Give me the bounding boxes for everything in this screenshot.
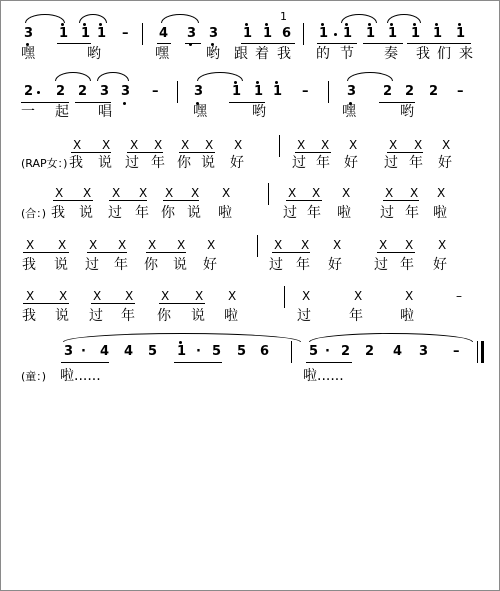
lyric: 年 [316, 155, 330, 171]
lyric: 哟 [87, 46, 101, 62]
grace-note: 1 [280, 10, 287, 23]
upper-octave-dot [368, 23, 371, 26]
rhythm-mark: X [26, 238, 35, 252]
dot-note: · [196, 344, 201, 359]
lyric: 一 [21, 104, 35, 120]
rhythm-mark: X [73, 138, 82, 152]
slur [25, 14, 65, 23]
rhythm-mark: X [118, 238, 127, 252]
rhythm-mark: X [165, 186, 174, 200]
lyric: 好 [230, 155, 244, 171]
note: 5 [212, 344, 222, 359]
rhythm-mark: X [342, 186, 351, 200]
part-label: (RAP女：) [21, 157, 68, 170]
upper-octave-dot [390, 23, 393, 26]
rhythm-mark: X [89, 238, 98, 252]
note: 1 [59, 26, 69, 41]
upper-octave-dot [321, 23, 324, 26]
upper-octave-dot [245, 23, 248, 26]
rhythm-mark: X [297, 138, 306, 152]
beam [159, 303, 205, 304]
lyric: 起 [55, 104, 69, 120]
note: 3 [194, 84, 204, 99]
lyric: 你 [161, 205, 175, 221]
note: 1 [243, 26, 253, 41]
lyric: 节 [340, 46, 354, 62]
slur [97, 72, 129, 81]
upper-octave-dot [265, 23, 268, 26]
beam [23, 303, 69, 304]
beam [75, 102, 111, 103]
note: 5 [148, 344, 158, 359]
rhythm-mark: X [83, 186, 92, 200]
upper-octave-dot [345, 23, 348, 26]
rhythm-mark: X [177, 238, 186, 252]
rhythm-mark: X [181, 138, 190, 152]
beam [71, 152, 111, 153]
lyric: 唱 [98, 104, 112, 120]
beam [272, 252, 310, 253]
rhythm-mark: X [405, 289, 414, 303]
beam [23, 252, 69, 253]
rhythm-mark: X [139, 186, 148, 200]
beam [163, 200, 199, 201]
note: 3 [100, 84, 110, 99]
beam [87, 252, 127, 253]
lyric: 过 [269, 257, 283, 273]
note: 3 [64, 344, 74, 359]
rhythm-mark: X [389, 138, 398, 152]
lyric: 我 [22, 257, 36, 273]
lyric: 年 [405, 205, 419, 221]
note: 1 [81, 26, 91, 41]
rhythm-mark: X [414, 138, 423, 152]
slur [309, 333, 473, 342]
note: 1 [433, 26, 443, 41]
rhythm-mark: X [301, 238, 310, 252]
upper-octave-dot [99, 23, 102, 26]
beam [174, 362, 222, 363]
note: 2 [383, 84, 393, 99]
beam [127, 152, 163, 153]
note: 3 [187, 26, 197, 41]
lyric: 的 [316, 46, 330, 62]
lyric: 我 [69, 155, 83, 171]
note: 3 [347, 84, 357, 99]
rhythm-mark: X [321, 138, 330, 152]
note: 1 [456, 26, 466, 41]
beam [91, 303, 135, 304]
rhythm-mark: X [59, 289, 68, 303]
lyric: 嘿 [193, 104, 207, 120]
lyric: 啦 [218, 205, 232, 221]
beam [229, 102, 265, 103]
lyric: 年 [121, 308, 135, 324]
slur [79, 14, 107, 23]
beam [61, 362, 109, 363]
lower-octave-dot [123, 102, 126, 105]
slur [63, 333, 301, 342]
beam [241, 43, 295, 44]
note: 2 [429, 84, 439, 99]
rhythm-mark: X [442, 138, 451, 152]
lyric: 过 [380, 205, 394, 221]
beam [179, 152, 215, 153]
lyric: 好 [438, 155, 452, 171]
rhythm-mark: X [55, 186, 64, 200]
note: 4 [393, 344, 403, 359]
beam [379, 102, 415, 103]
lyric: 啦...... [303, 368, 344, 384]
rhythm-mark: X [274, 238, 283, 252]
lyric: 说 [55, 308, 69, 324]
lyric: 说 [79, 205, 93, 221]
note: 3 [121, 84, 131, 99]
dot-note: · [81, 344, 86, 359]
rhythm-mark: X [333, 238, 342, 252]
lyric: 着 [255, 46, 269, 62]
rhythm-mark: X [130, 138, 139, 152]
final-bar-thick [481, 341, 484, 363]
upper-octave-dot [413, 23, 416, 26]
rhythm-mark: X [312, 186, 321, 200]
note: 6 [260, 344, 270, 359]
lyric: 啦 [224, 308, 238, 324]
rhythm-mark: X [438, 238, 447, 252]
beam [286, 200, 322, 201]
rhythm-mark: X [154, 138, 163, 152]
lyric: 嘿 [155, 46, 169, 62]
upper-octave-dot [256, 81, 259, 84]
dash: – [302, 84, 309, 99]
note: 2 [341, 344, 351, 359]
beam [317, 43, 357, 44]
beam [146, 252, 186, 253]
rhythm-mark: X [112, 186, 121, 200]
lyric: 跟 [234, 46, 248, 62]
lyric: 嘿 [342, 104, 356, 120]
lyric: 年 [400, 257, 414, 273]
beam [407, 43, 471, 44]
lyric: 来 [459, 46, 473, 62]
beam [21, 102, 69, 103]
rhythm-mark: X [410, 186, 419, 200]
final-bar-thin [477, 341, 478, 363]
note: 5 [237, 344, 247, 359]
dot [37, 91, 40, 94]
dash: – [453, 344, 460, 359]
bar-line [177, 81, 178, 103]
bar-line [303, 23, 304, 45]
dash: – [456, 289, 462, 303]
bar-line [279, 135, 280, 157]
lyric: 啦 [337, 205, 351, 221]
lyric: 说 [98, 155, 112, 171]
part-label: (合：) [21, 207, 47, 220]
note: 3 [419, 344, 429, 359]
upper-octave-dot [458, 23, 461, 26]
note: 1 [343, 26, 353, 41]
slur [347, 72, 393, 81]
rhythm-mark: X [26, 289, 35, 303]
dot [334, 33, 337, 36]
rhythm-mark: X [102, 138, 111, 152]
bar-line [328, 81, 329, 103]
beam [57, 43, 91, 44]
bar-line [284, 286, 285, 308]
note: 1 [97, 26, 107, 41]
upper-octave-dot [275, 81, 278, 84]
upper-octave-dot [83, 23, 86, 26]
note: 4 [100, 344, 110, 359]
beam [306, 362, 352, 363]
lyric: 过 [89, 308, 103, 324]
dash: – [152, 84, 159, 99]
lyric: 年 [151, 155, 165, 171]
lyric: 过 [374, 257, 388, 273]
lyric: 过 [125, 155, 139, 171]
slur [387, 14, 421, 23]
lyric: 年 [135, 205, 149, 221]
lyric: 你 [144, 257, 158, 273]
rhythm-mark: X [405, 238, 414, 252]
lyric: 年 [296, 257, 310, 273]
dash: – [457, 84, 464, 99]
upper-octave-dot [435, 23, 438, 26]
note: 2 [24, 84, 34, 99]
rhythm-mark: X [161, 289, 170, 303]
note: 1 [411, 26, 421, 41]
lyric: 年 [349, 308, 363, 324]
lyric: 过 [85, 257, 99, 273]
slur [341, 14, 377, 23]
slur [161, 14, 199, 23]
rhythm-mark: X [228, 289, 237, 303]
rhythm-mark: X [222, 186, 231, 200]
note: 6 [282, 26, 292, 41]
rhythm-mark: X [58, 238, 67, 252]
bar-line [257, 235, 258, 257]
rhythm-mark: X [205, 138, 214, 152]
rhythm-mark: X [385, 186, 394, 200]
rhythm-mark: X [207, 238, 216, 252]
lyric: 哟 [252, 104, 266, 120]
dash: – [122, 26, 129, 41]
lyric: 你 [177, 155, 191, 171]
rhythm-mark: X [125, 289, 134, 303]
note: 2 [56, 84, 66, 99]
lyric: 们 [437, 46, 451, 62]
lyric: 啦...... [60, 368, 101, 384]
note: 2 [78, 84, 88, 99]
beam [387, 152, 423, 153]
lyric: 哟 [400, 104, 414, 120]
note: 1 [388, 26, 398, 41]
lyric: 好 [328, 257, 342, 273]
lyric: 过 [384, 155, 398, 171]
note: 1 [319, 26, 329, 41]
rhythm-mark: X [302, 289, 311, 303]
note: 3 [209, 26, 219, 41]
rhythm-mark: X [349, 138, 358, 152]
note: 5 [309, 344, 319, 359]
lyric: 嘿 [21, 46, 35, 62]
lyric: 过 [108, 205, 122, 221]
lyric: 说 [191, 308, 205, 324]
bar-line [291, 341, 292, 363]
lyric: 年 [114, 257, 128, 273]
lyric: 啦 [433, 205, 447, 221]
bar-line [268, 183, 269, 205]
bar-line [142, 23, 143, 45]
slur [55, 72, 91, 81]
rhythm-mark: X [148, 238, 157, 252]
rhythm-mark: X [195, 289, 204, 303]
lyric: 哟 [206, 46, 220, 62]
rhythm-mark: X [354, 289, 363, 303]
lyric: 我 [416, 46, 430, 62]
lyric: 说 [173, 257, 187, 273]
beam [53, 200, 93, 201]
note: 4 [159, 26, 169, 41]
rhythm-mark: X [93, 289, 102, 303]
note: 1 [254, 84, 264, 99]
lyric: 我 [51, 205, 65, 221]
beam [363, 43, 403, 44]
note: 2 [405, 84, 415, 99]
lyric: 说 [187, 205, 201, 221]
note: 1 [273, 84, 283, 99]
note: 1 [366, 26, 376, 41]
lyric: 好 [344, 155, 358, 171]
lyric: 过 [283, 205, 297, 221]
upper-octave-dot [61, 23, 64, 26]
lyric: 好 [433, 257, 447, 273]
part-label: (童：) [21, 370, 47, 383]
lyric: 你 [157, 308, 171, 324]
note: 1 [263, 26, 273, 41]
note: 2 [365, 344, 375, 359]
rhythm-mark: X [191, 186, 200, 200]
lyric: 奏 [384, 46, 398, 62]
lyric: 年 [307, 205, 321, 221]
lyric: 我 [22, 308, 36, 324]
beam [157, 43, 171, 44]
beam [383, 200, 419, 201]
lyric: 过 [297, 308, 311, 324]
lyric: 说 [54, 257, 68, 273]
beam [185, 43, 201, 44]
slur [197, 72, 243, 81]
dot-note: · [325, 344, 330, 359]
lyric: 年 [409, 155, 423, 171]
note: 1 [232, 84, 242, 99]
rhythm-mark: X [379, 238, 388, 252]
rhythm-mark: X [437, 186, 446, 200]
note: 3 [24, 26, 34, 41]
rhythm-mark: X [234, 138, 243, 152]
note: 4 [124, 344, 134, 359]
beam [377, 252, 415, 253]
lyric: 啦 [400, 308, 414, 324]
lyric: 我 [277, 46, 291, 62]
lyric: 好 [203, 257, 217, 273]
lyric: 说 [201, 155, 215, 171]
note: 1 [177, 344, 187, 359]
rhythm-mark: X [288, 186, 297, 200]
beam [295, 152, 331, 153]
beam [109, 200, 147, 201]
lyric: 过 [292, 155, 306, 171]
upper-octave-dot [234, 81, 237, 84]
